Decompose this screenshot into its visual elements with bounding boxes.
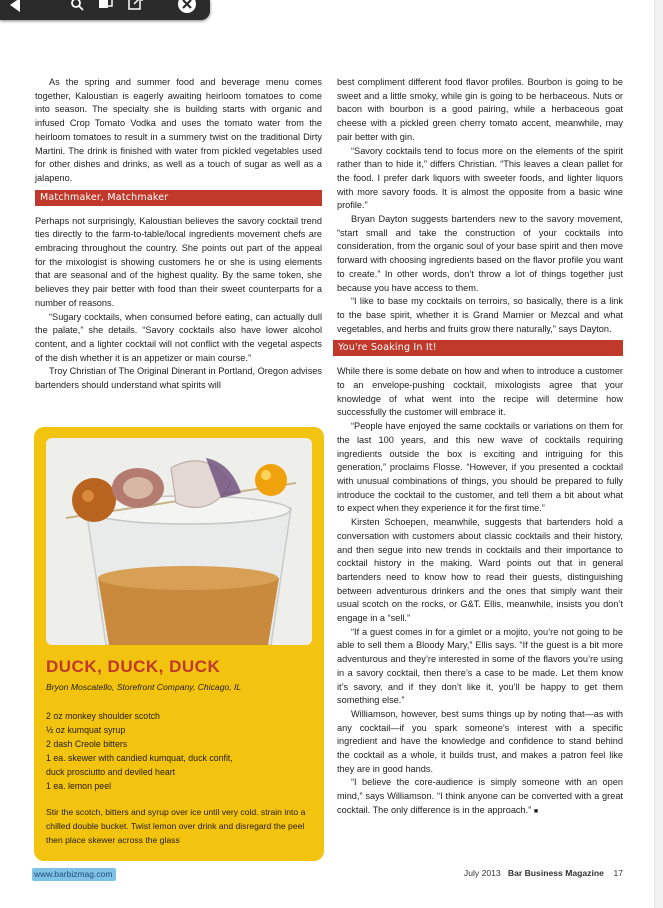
ingredient-line: 2 dash Creole bitters [46, 739, 128, 749]
body-paragraph: “Savory cocktails tend to focus more on the elements of the spirit rather than to hide it,” differs Christian. “This leaves a clean pallet for the food. I prefer dark liquors with sweeter foods, and lighter liquors with more savory foods. It is almost the opposite from a basic wine profile.” [337, 145, 623, 211]
magazine-name: Bar Business Magazine [507, 868, 604, 878]
ingredient-line: duck prosciutto and deviled heart [46, 767, 176, 777]
body-paragraph: While there is some debate on how and when to introduce a customer to an envelope-pushing cocktail, mixologists agree that your knowledge of what went into the recipe will determine how successfully the customer will embrace it. [337, 366, 623, 418]
recipe-title: DUCK, DUCK, DUCK [46, 657, 221, 676]
body-paragraph: Williamson, however, best sums things up by noting that—as with any cocktail—if you spark someone’s interest with a specific ingredient and have the knowledge and confidence to stand behind the cocktail as a whole, it builds trust, and makes a patron feel like they are in good hands. [337, 708, 623, 774]
recipe-method: Stir the scotch, bitters and syrup over ice until very cold. strain into a chilled double bucket. Twist lemon over drink and disregard the peel then place skewer across the glass [46, 807, 306, 845]
right-column [337, 76, 623, 819]
magazine-url-link[interactable]: www.barbizmag.com [32, 868, 116, 881]
ingredient-line: ½ oz kumquat syrup [46, 725, 126, 735]
section-heading-matchmaker: Matchmaker, Matchmaker [35, 190, 322, 206]
body-paragraph: “I like to base my cocktails on terroirs, so basically, there is a link to the base spirit, whether it is Grand Marnier or Mezcal and what vegetables, and herbs and fruits grow there naturally,” says Dayton. [337, 296, 623, 334]
recipe-byline: Bryon Moscatello, Storefront Company, Chicago, IL [46, 682, 242, 692]
viewer-toolbar [0, 0, 210, 20]
end-mark: ■ [533, 807, 539, 815]
ingredient-line: 1 ea. lemon peel [46, 781, 112, 791]
issue-date: July 2013 [463, 868, 501, 878]
intro-paragraph: As the spring and summer food and beverage menu comes together, Kaloustian is eagerly awaiting heirloom tomatoes to come into season. The specialty she is building starts with organic and infused Crop Tomato Vodka and uses the tomato water from the heirloom tomatoes to result in a summery twist on the traditional Dirty Martini. The drink is finished with water from pickled vegetables used for other dishes and drinks, as well as a touch of sugar as well as a jalapeno. [35, 77, 322, 183]
scrollbar[interactable] [654, 0, 663, 908]
body-paragraph: “Sugary cocktails, when consumed before eating, can actually dull the palate,” she details. “Savory cocktails also have lower alcohol content, and a lighter cocktail will not conflict with the vegetal aspects of the dish whether it is an appetizer or main course.” [35, 311, 322, 363]
body-paragraph: Troy Christian of The Original Dinerant in Portland, Oregon advises bartenders should understand what spirits will [35, 366, 322, 391]
page-footer [464, 868, 623, 878]
ingredient-line: 1 ea. skewer with candied kumquat, duck confit, [46, 753, 233, 763]
cocktail-photo [46, 438, 312, 645]
copy-icon[interactable] [98, 0, 114, 11]
recipe-box [34, 427, 324, 861]
closing-quote: “I believe the core-audience is simply someone with an open mind,” says Williamson. “I think anyone can be converted with a great cocktail. The only difference is in the approach.” [337, 777, 623, 815]
body-paragraph: best compliment different food flavor profiles. Bourbon is going to be sweet and a little smoky, while gin is going to be herbaceous. Nuts or bacon with bourbon is a good pairing, while a herbaceous goat cheese with a pickled green cherry tomato accent, meanwhile, may pair better with gin. [337, 77, 623, 142]
body-paragraph: Bryan Dayton suggests bartenders new to the savory movement, “start small and take the construction of your cocktails into consideration, from the organic soul of your base spirit and then move forward with choosing ingredients based on the flavor profile you want to create.” In other words, don’t throw a lot of things together just because you have access to them. [337, 214, 623, 293]
body-paragraph [337, 776, 623, 818]
ingredient-list [46, 709, 233, 793]
body-paragraph: Kirsten Schoepen, meanwhile, suggests that bartenders hold a conversation with customers about classic cocktails and their history, and then segue into new trends in cocktails and their importance to cocktail history in the making. Ward points out that in general bartenders need to know how to read their guests, distinguishing between adventurous drinkers and the ones that simply want their usual scotch on the rocks, or G&T. Ellis, meanwhile, insists you don’t engage in a “sell.” [337, 517, 623, 624]
close-icon[interactable] [177, 0, 197, 14]
left-column [35, 76, 322, 393]
body-paragraph: “If a guest comes in for a gimlet or a mojito, you’re not going to be able to sell them a Bloody Mary,” Ellis says. “If the guest is a bit more adventurous and they’re interested in some of the flavors you’re using in a savory cocktail, then there’s a case to be made. Let them know it’s savory, and if they don’t like it, you’ll be happy to get them something else.” [337, 626, 623, 706]
body-paragraph: “People have enjoyed the same cocktails or variations on them for the last 100 years, and this new wave of cocktails requiring ingredients outside the box is exciting and intriguing for this generation,” proclaims Flosse. “However, if you presented a cocktail with unusual combinations of things, you should be prepared to fully introduce the cocktail to the customer, and tell them a bit about what to expect when they experience it for the first time.” [337, 421, 623, 514]
ingredient-line: 2 oz monkey shoulder scotch [46, 711, 160, 721]
section-heading-soaking: You're Soaking In It! [333, 340, 623, 356]
search-icon[interactable] [70, 0, 84, 11]
page-number: 17 [613, 868, 623, 878]
back-arrow-icon[interactable] [8, 0, 28, 12]
body-paragraph: Perhaps not surprisingly, Kaloustian believes the savory cocktail trend ties directly to the farm-to-table/local ingredients movement chefs are embracing throughout the country. She points out part of the appeal for the mixologist is showing customers he or she is using elements that are seasonal and of the highest quality. By the same token, she believes they pair better with food than their sweet counterparts for a number of reasons. [35, 215, 322, 308]
share-icon[interactable] [128, 0, 144, 11]
